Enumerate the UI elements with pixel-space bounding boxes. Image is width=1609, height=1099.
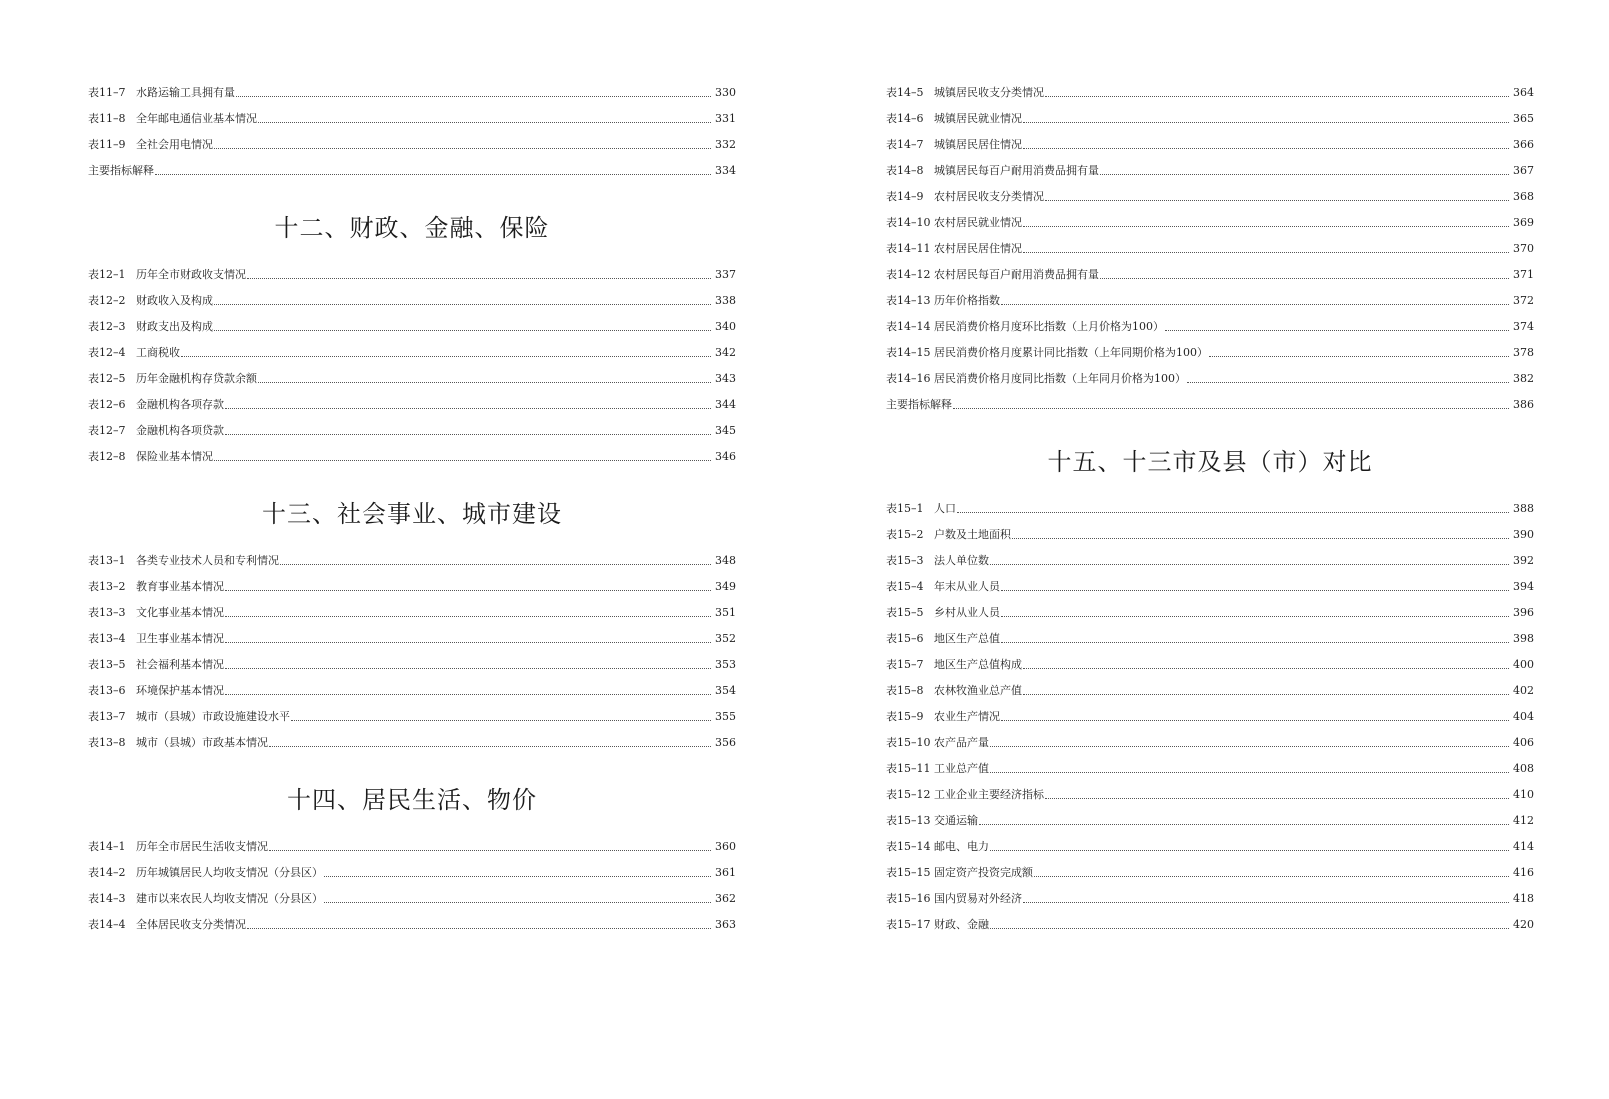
dot-leader bbox=[990, 850, 1509, 851]
dot-leader bbox=[258, 382, 711, 383]
toc-entry-code: 表12–8 bbox=[88, 450, 126, 463]
toc-entry-code: 表12–6 bbox=[88, 398, 126, 411]
toc-entry-code: 表12–5 bbox=[88, 372, 126, 385]
toc-entry-page-number: 386 bbox=[1513, 398, 1534, 411]
section-heading: 十三、社会事业、城市建设 bbox=[262, 500, 562, 528]
toc-entry-page-number: 394 bbox=[1513, 580, 1534, 593]
toc-entry-page-number: 372 bbox=[1513, 294, 1534, 307]
toc-entry-code: 表15–11 bbox=[886, 762, 931, 775]
dot-leader bbox=[1023, 122, 1509, 123]
toc-entry-code: 表15–10 bbox=[886, 736, 931, 749]
toc-entry-title: 水路运输工具拥有量 bbox=[136, 86, 235, 99]
toc-entry bbox=[886, 548, 1534, 568]
toc-entry-page-number: 352 bbox=[715, 632, 736, 645]
dot-leader bbox=[990, 928, 1509, 929]
toc-entry bbox=[886, 366, 1534, 386]
toc-entry-code: 表15–4 bbox=[886, 580, 924, 593]
toc-entry-title: 全体居民收支分类情况 bbox=[136, 918, 246, 931]
toc-entry-page-number: 412 bbox=[1513, 814, 1534, 827]
toc-entry bbox=[88, 548, 736, 568]
toc-entry-title: 主要指标解释 bbox=[88, 164, 154, 177]
toc-entry-code: 表12–7 bbox=[88, 424, 126, 437]
toc-entry-page-number: 410 bbox=[1513, 788, 1534, 801]
toc-entry bbox=[886, 210, 1534, 230]
dot-leader bbox=[1045, 96, 1509, 97]
toc-entry-page-number: 400 bbox=[1513, 658, 1534, 671]
toc-entry-code: 表15–6 bbox=[886, 632, 924, 645]
toc-entry-title: 农村居民收支分类情况 bbox=[934, 190, 1044, 203]
toc-entry-page-number: 365 bbox=[1513, 112, 1534, 125]
toc-entry-code: 表13–5 bbox=[88, 658, 126, 671]
toc-entry-page-number: 349 bbox=[715, 580, 736, 593]
toc-entry-page-number: 331 bbox=[715, 112, 736, 125]
toc-entry-title: 居民消费价格月度同比指数（上年同月价格为100） bbox=[934, 372, 1186, 385]
toc-entry bbox=[88, 860, 736, 880]
dot-leader bbox=[953, 408, 1509, 409]
toc-entry bbox=[886, 340, 1534, 360]
toc-entry bbox=[88, 418, 736, 438]
toc-entry bbox=[88, 340, 736, 360]
toc-entry-title: 建市以来农民人均收支情况（分县区） bbox=[136, 892, 323, 905]
dot-leader bbox=[1023, 148, 1509, 149]
dot-leader bbox=[1100, 278, 1509, 279]
toc-entry-page-number: 420 bbox=[1513, 918, 1534, 931]
toc-entry-page-number: 356 bbox=[715, 736, 736, 749]
toc-entry-title: 工商税收 bbox=[136, 346, 180, 359]
toc-entry-page-number: 353 bbox=[715, 658, 736, 671]
dot-leader bbox=[324, 876, 711, 877]
toc-entry-page-number: 348 bbox=[715, 554, 736, 567]
toc-entry-page-number: 402 bbox=[1513, 684, 1534, 697]
toc-entry-page-number: 354 bbox=[715, 684, 736, 697]
toc-entry-code: 表12–3 bbox=[88, 320, 126, 333]
toc-entry bbox=[886, 730, 1534, 750]
toc-entry-title: 文化事业基本情况 bbox=[136, 606, 224, 619]
dot-leader bbox=[214, 148, 711, 149]
toc-entry-page-number: 355 bbox=[715, 710, 736, 723]
toc-entry-title: 年末从业人员 bbox=[934, 580, 1000, 593]
toc-entry bbox=[886, 886, 1534, 906]
toc-entry-title: 历年全市居民生活收支情况 bbox=[136, 840, 268, 853]
dot-leader bbox=[225, 408, 711, 409]
dot-leader bbox=[1001, 590, 1509, 591]
toc-entry-code: 表14–3 bbox=[88, 892, 126, 905]
dot-leader bbox=[214, 304, 711, 305]
dot-leader bbox=[957, 512, 1509, 513]
toc-entry-code: 表13–3 bbox=[88, 606, 126, 619]
toc-entry-title: 城市（县城）市政设施建设水平 bbox=[136, 710, 290, 723]
toc-entry-page-number: 364 bbox=[1513, 86, 1534, 99]
toc-entry-code: 表14–5 bbox=[886, 86, 924, 99]
dot-leader bbox=[1023, 902, 1509, 903]
dot-leader bbox=[1045, 798, 1509, 799]
toc-entry-code: 表14–4 bbox=[88, 918, 126, 931]
toc-entry-page-number: 343 bbox=[715, 372, 736, 385]
toc-entry-page-number: 408 bbox=[1513, 762, 1534, 775]
dot-leader bbox=[1100, 174, 1509, 175]
toc-entry bbox=[88, 444, 736, 464]
toc-entry-page-number: 378 bbox=[1513, 346, 1534, 359]
dot-leader bbox=[1023, 694, 1509, 695]
toc-entry-title: 国内贸易对外经济 bbox=[934, 892, 1022, 905]
toc-entry-title: 主要指标解释 bbox=[886, 398, 952, 411]
dot-leader bbox=[1187, 382, 1509, 383]
toc-entry-page-number: 345 bbox=[715, 424, 736, 437]
toc-entry-code: 表15–16 bbox=[886, 892, 931, 905]
dot-leader bbox=[280, 564, 711, 565]
toc-entry-title: 城镇居民居住情况 bbox=[934, 138, 1022, 151]
toc-entry-title: 卫生事业基本情况 bbox=[136, 632, 224, 645]
toc-entry-page-number: 406 bbox=[1513, 736, 1534, 749]
toc-entry-code: 表11–9 bbox=[88, 138, 126, 151]
toc-entry-page-number: 416 bbox=[1513, 866, 1534, 879]
dot-leader bbox=[1001, 720, 1509, 721]
toc-entry bbox=[886, 600, 1534, 620]
toc-entry-title: 工业总产值 bbox=[934, 762, 989, 775]
toc-entry-page-number: 390 bbox=[1513, 528, 1534, 541]
toc-entry-code: 表14–6 bbox=[886, 112, 924, 125]
toc-entry-code: 表15–3 bbox=[886, 554, 924, 567]
toc-entry-title: 城镇居民每百户耐用消费品拥有量 bbox=[934, 164, 1099, 177]
toc-entry bbox=[88, 678, 736, 698]
toc-entry bbox=[886, 236, 1534, 256]
toc-entry-title: 农村居民每百户耐用消费品拥有量 bbox=[934, 268, 1099, 281]
toc-entry bbox=[886, 912, 1534, 932]
toc-entry-title: 财政收入及构成 bbox=[136, 294, 213, 307]
toc-entry bbox=[88, 262, 736, 282]
toc-entry-title: 历年城镇居民人均收支情况（分县区） bbox=[136, 866, 323, 879]
toc-entry-title: 历年价格指数 bbox=[934, 294, 1000, 307]
toc-entry-code: 表14–15 bbox=[886, 346, 931, 359]
dot-leader bbox=[1209, 356, 1509, 357]
toc-entry-title: 居民消费价格月度环比指数（上月价格为100） bbox=[934, 320, 1164, 333]
toc-entry-page-number: 344 bbox=[715, 398, 736, 411]
toc-entry-page-number: 414 bbox=[1513, 840, 1534, 853]
toc-entry-code: 表14–7 bbox=[886, 138, 924, 151]
toc-entry bbox=[88, 912, 736, 932]
toc-entry-title: 城市（县城）市政基本情况 bbox=[136, 736, 268, 749]
toc-entry bbox=[886, 522, 1534, 542]
dot-leader bbox=[990, 564, 1509, 565]
dot-leader bbox=[225, 434, 711, 435]
toc-entry-page-number: 362 bbox=[715, 892, 736, 905]
section-heading: 十四、居民生活、物价 bbox=[287, 786, 537, 814]
toc-entry bbox=[886, 808, 1534, 828]
toc-entry-title: 保险业基本情况 bbox=[136, 450, 213, 463]
toc-entry-code: 表14–10 bbox=[886, 216, 931, 229]
dot-leader bbox=[181, 356, 711, 357]
toc-entry bbox=[886, 574, 1534, 594]
toc-entry bbox=[886, 262, 1534, 282]
toc-entry-title: 邮电、电力 bbox=[934, 840, 989, 853]
toc-entry bbox=[88, 730, 736, 750]
dot-leader bbox=[1001, 642, 1509, 643]
dot-leader bbox=[225, 590, 711, 591]
toc-entry-page-number: 368 bbox=[1513, 190, 1534, 203]
toc-entry-page-number: 363 bbox=[715, 918, 736, 931]
toc-entry bbox=[886, 756, 1534, 776]
toc-entry-page-number: 369 bbox=[1513, 216, 1534, 229]
toc-entry bbox=[88, 626, 736, 646]
toc-entry-page-number: 332 bbox=[715, 138, 736, 151]
dot-leader bbox=[225, 642, 711, 643]
toc-entry bbox=[88, 574, 736, 594]
toc-entry bbox=[88, 288, 736, 308]
dot-leader bbox=[1001, 616, 1509, 617]
toc-entry-page-number: 418 bbox=[1513, 892, 1534, 905]
toc-entry-title: 财政支出及构成 bbox=[136, 320, 213, 333]
dot-leader bbox=[155, 174, 711, 175]
toc-entry-title: 环境保护基本情况 bbox=[136, 684, 224, 697]
toc-entry bbox=[886, 392, 1534, 412]
toc-entry bbox=[886, 158, 1534, 178]
toc-entry-title: 农村居民居住情况 bbox=[934, 242, 1022, 255]
toc-entry-title: 人口 bbox=[934, 502, 956, 515]
dot-leader bbox=[1045, 200, 1509, 201]
toc-entry bbox=[88, 392, 736, 412]
toc-entry-page-number: 334 bbox=[715, 164, 736, 177]
toc-entry-code: 表15–7 bbox=[886, 658, 924, 671]
toc-entry bbox=[886, 626, 1534, 646]
toc-entry-title: 法人单位数 bbox=[934, 554, 989, 567]
toc-entry bbox=[88, 314, 736, 334]
toc-entry-title: 社会福利基本情况 bbox=[136, 658, 224, 671]
toc-entry-title: 城镇居民就业情况 bbox=[934, 112, 1022, 125]
toc-entry-code: 表15–13 bbox=[886, 814, 931, 827]
toc-entry-code: 表14–8 bbox=[886, 164, 924, 177]
toc-entry-title: 固定资产投资完成额 bbox=[934, 866, 1033, 879]
toc-entry-page-number: 337 bbox=[715, 268, 736, 281]
toc-entry bbox=[886, 132, 1534, 152]
toc-entry bbox=[886, 860, 1534, 880]
toc-entry-page-number: 351 bbox=[715, 606, 736, 619]
dot-leader bbox=[324, 902, 711, 903]
toc-entry-code: 表14–12 bbox=[886, 268, 931, 281]
toc-entry-code: 表12–2 bbox=[88, 294, 126, 307]
toc-entry-title: 地区生产总值构成 bbox=[934, 658, 1022, 671]
toc-entry bbox=[886, 782, 1534, 802]
toc-entry-code: 表15–8 bbox=[886, 684, 924, 697]
toc-entry-code: 表13–6 bbox=[88, 684, 126, 697]
toc-entry bbox=[88, 80, 736, 100]
toc-entry bbox=[88, 652, 736, 672]
toc-entry bbox=[886, 704, 1534, 724]
toc-entry bbox=[886, 496, 1534, 516]
toc-entry bbox=[886, 314, 1534, 334]
toc-entry-page-number: 396 bbox=[1513, 606, 1534, 619]
toc-entry-page-number: 330 bbox=[715, 86, 736, 99]
dot-leader bbox=[1034, 876, 1509, 877]
dot-leader bbox=[1012, 538, 1509, 539]
toc-entry-page-number: 388 bbox=[1513, 502, 1534, 515]
toc-entry-code: 表12–4 bbox=[88, 346, 126, 359]
toc-entry bbox=[88, 704, 736, 724]
toc-entry bbox=[886, 678, 1534, 698]
toc-entry bbox=[88, 834, 736, 854]
toc-entry-title: 历年全市财政收支情况 bbox=[136, 268, 246, 281]
toc-entry-page-number: 346 bbox=[715, 450, 736, 463]
dot-leader bbox=[247, 278, 711, 279]
toc-entry-code: 表13–2 bbox=[88, 580, 126, 593]
toc-entry-page-number: 361 bbox=[715, 866, 736, 879]
toc-entry-title: 金融机构各项贷款 bbox=[136, 424, 224, 437]
dot-leader bbox=[990, 772, 1509, 773]
toc-entry-code: 表15–12 bbox=[886, 788, 931, 801]
toc-entry bbox=[88, 600, 736, 620]
toc-entry-page-number: 367 bbox=[1513, 164, 1534, 177]
toc-entry-code: 表14–11 bbox=[886, 242, 931, 255]
toc-entry-page-number: 371 bbox=[1513, 268, 1534, 281]
toc-entry-page-number: 342 bbox=[715, 346, 736, 359]
dot-leader bbox=[225, 668, 711, 669]
dot-leader bbox=[225, 616, 711, 617]
toc-entry-title: 乡村从业人员 bbox=[934, 606, 1000, 619]
toc-entry-title: 农产品产量 bbox=[934, 736, 989, 749]
toc-entry-page-number: 392 bbox=[1513, 554, 1534, 567]
dot-leader bbox=[214, 460, 711, 461]
toc-entry-code: 表11–7 bbox=[88, 86, 126, 99]
dot-leader bbox=[269, 850, 711, 851]
toc-entry-code: 表14–13 bbox=[886, 294, 931, 307]
dot-leader bbox=[291, 720, 711, 721]
toc-entry-title: 财政、金融 bbox=[934, 918, 989, 931]
toc-entry-code: 表15–14 bbox=[886, 840, 931, 853]
toc-entry bbox=[886, 834, 1534, 854]
toc-entry-title: 农村居民就业情况 bbox=[934, 216, 1022, 229]
toc-entry-code: 表13–8 bbox=[88, 736, 126, 749]
toc-entry-page-number: 374 bbox=[1513, 320, 1534, 333]
toc-entry-code: 表15–9 bbox=[886, 710, 924, 723]
toc-entry-code: 表14–14 bbox=[886, 320, 931, 333]
toc-entry-code: 表15–2 bbox=[886, 528, 924, 541]
toc-entry-code: 表15–1 bbox=[886, 502, 924, 515]
toc-entry bbox=[88, 132, 736, 152]
dot-leader bbox=[990, 746, 1509, 747]
toc-entry-code: 表14–1 bbox=[88, 840, 126, 853]
toc-entry-title: 各类专业技术人员和专利情况 bbox=[136, 554, 279, 567]
toc-entry-title: 农林牧渔业总产值 bbox=[934, 684, 1022, 697]
toc-entry-code: 表13–1 bbox=[88, 554, 126, 567]
dot-leader bbox=[258, 122, 711, 123]
toc-entry bbox=[886, 184, 1534, 204]
toc-entry-page-number: 404 bbox=[1513, 710, 1534, 723]
toc-entry-code: 表14–9 bbox=[886, 190, 924, 203]
dot-leader bbox=[1023, 668, 1509, 669]
dot-leader bbox=[979, 824, 1509, 825]
toc-entry-title: 城镇居民收支分类情况 bbox=[934, 86, 1044, 99]
toc-entry-title: 地区生产总值 bbox=[934, 632, 1000, 645]
toc-entry-title: 历年金融机构存贷款余额 bbox=[136, 372, 257, 385]
toc-entry bbox=[886, 288, 1534, 308]
toc-entry bbox=[886, 80, 1534, 100]
toc-entry-title: 居民消费价格月度累计同比指数（上年同期价格为100） bbox=[934, 346, 1208, 359]
dot-leader bbox=[1001, 304, 1509, 305]
toc-entry bbox=[886, 652, 1534, 672]
toc-entry-page-number: 340 bbox=[715, 320, 736, 333]
toc-entry-code: 表13–4 bbox=[88, 632, 126, 645]
toc-entry-code: 表13–7 bbox=[88, 710, 126, 723]
dot-leader bbox=[1165, 330, 1509, 331]
toc-entry-code: 表12–1 bbox=[88, 268, 126, 281]
dot-leader bbox=[269, 746, 711, 747]
dot-leader bbox=[1023, 252, 1509, 253]
toc-entry-code: 表11–8 bbox=[88, 112, 126, 125]
toc-entry-code: 表14–2 bbox=[88, 866, 126, 879]
toc-entry-code: 表15–17 bbox=[886, 918, 931, 931]
toc-entry-code: 表14–16 bbox=[886, 372, 931, 385]
toc-entry-title: 金融机构各项存款 bbox=[136, 398, 224, 411]
toc-entry-title: 农业生产情况 bbox=[934, 710, 1000, 723]
toc-entry-title: 全社会用电情况 bbox=[136, 138, 213, 151]
toc-entry-page-number: 382 bbox=[1513, 372, 1534, 385]
toc-entry-title: 教育事业基本情况 bbox=[136, 580, 224, 593]
toc-entry-code: 表15–5 bbox=[886, 606, 924, 619]
dot-leader bbox=[236, 96, 711, 97]
toc-entry-title: 户数及土地面积 bbox=[934, 528, 1011, 541]
dot-leader bbox=[247, 928, 711, 929]
toc-entry bbox=[88, 106, 736, 126]
toc-entry bbox=[88, 366, 736, 386]
toc-entry-code: 表15–15 bbox=[886, 866, 931, 879]
toc-entry bbox=[88, 886, 736, 906]
dot-leader bbox=[225, 694, 711, 695]
toc-entry bbox=[886, 106, 1534, 126]
toc-entry-page-number: 398 bbox=[1513, 632, 1534, 645]
toc-entry-page-number: 366 bbox=[1513, 138, 1534, 151]
dot-leader bbox=[1023, 226, 1509, 227]
toc-entry-title: 交通运输 bbox=[934, 814, 978, 827]
dot-leader bbox=[214, 330, 711, 331]
section-heading: 十五、十三市及县（市）对比 bbox=[1047, 448, 1373, 476]
toc-entry-page-number: 338 bbox=[715, 294, 736, 307]
toc-entry-title: 全年邮电通信业基本情况 bbox=[136, 112, 257, 125]
section-heading: 十二、财政、金融、保险 bbox=[274, 214, 550, 242]
toc-entry-page-number: 370 bbox=[1513, 242, 1534, 255]
toc-entry-title: 工业企业主要经济指标 bbox=[934, 788, 1044, 801]
toc-entry-page-number: 360 bbox=[715, 840, 736, 853]
toc-entry bbox=[88, 158, 736, 178]
